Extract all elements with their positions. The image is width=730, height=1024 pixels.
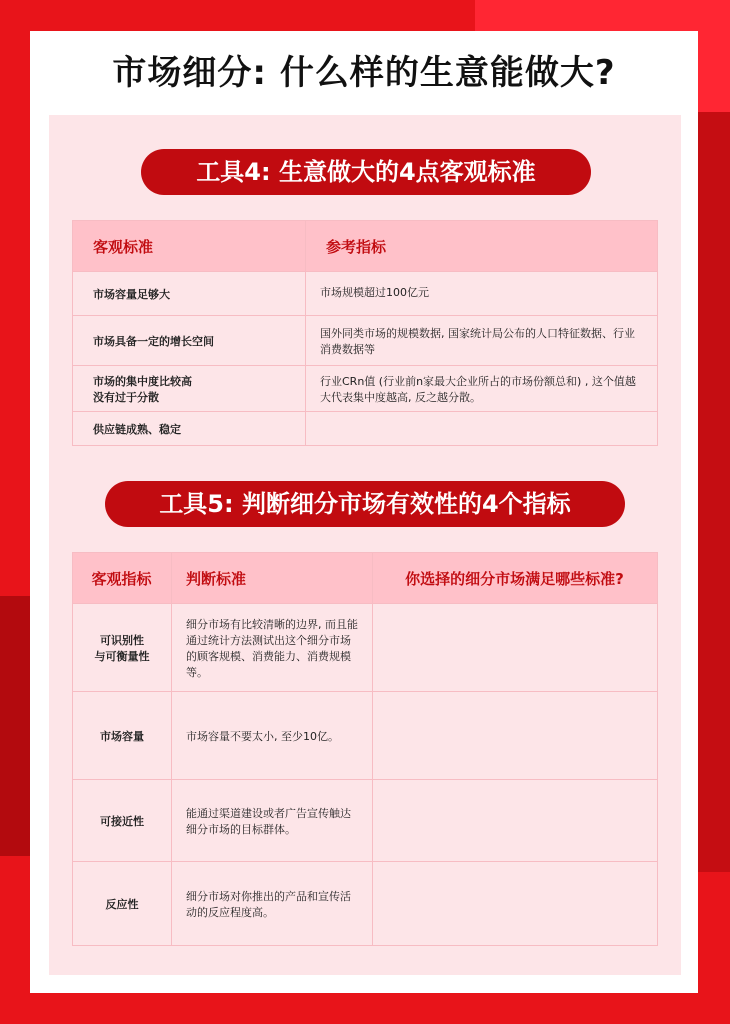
criterion-cell: 市场具备一定的增长空间 <box>73 316 306 366</box>
indicator-name-cell: 可接近性 <box>73 780 172 862</box>
indicator-name-cell: 反应性 <box>73 862 172 946</box>
criterion-cell: 供应链成熟、稳定 <box>73 412 306 446</box>
page-title: 市场细分: 什么样的生意能做大? <box>112 53 616 93</box>
criterion-cell: 市场容量不要太小, 至少10亿。 <box>172 692 373 780</box>
indicator-cell: 市场规模超过100亿元 <box>306 272 658 316</box>
criterion-cell: 市场的集中度比较高 没有过于分散 <box>73 366 306 412</box>
table-row <box>73 692 658 780</box>
header-cell: 判断标准 <box>172 553 373 604</box>
content-card <box>30 31 698 993</box>
table-row <box>73 780 658 862</box>
table-row <box>73 366 658 412</box>
tool4-table <box>72 220 658 446</box>
inner-panel <box>49 115 681 975</box>
header-cell: 客观指标 <box>73 553 172 604</box>
indicator-cell: 国外同类市场的规模数据, 国家统计局公布的人口特征数据、行业消费数据等 <box>306 316 658 366</box>
answer-cell[interactable] <box>373 604 658 692</box>
criterion-cell: 细分市场对你推出的产品和宣传活动的反应程度高。 <box>172 862 373 946</box>
table-row <box>73 316 658 366</box>
table-row <box>73 412 658 446</box>
criterion-cell: 能通过渠道建设或者广告宣传触达细分市场的目标群体。 <box>172 780 373 862</box>
criterion-cell: 细分市场有比较清晰的边界, 而且能通过统计方法测试出这个细分市场的顾客规模、消费能力、消费规模等。 <box>172 604 373 692</box>
answer-cell[interactable] <box>373 692 658 780</box>
table-header-row <box>73 221 658 272</box>
answer-cell[interactable] <box>373 780 658 862</box>
header-cell: 你选择的细分市场满足哪些标准? <box>373 553 658 604</box>
tool5-heading: 工具5: 判断细分市场有效性的4个指标 <box>105 481 625 527</box>
header-cell: 参考指标 <box>306 221 658 272</box>
indicator-cell <box>306 412 658 446</box>
answer-cell[interactable] <box>373 862 658 946</box>
tool5-table <box>72 552 658 946</box>
tool4-heading: 工具4: 生意做大的4点客观标准 <box>141 149 591 195</box>
table-row <box>73 604 658 692</box>
indicator-name-cell: 市场容量 <box>73 692 172 780</box>
indicator-name-cell: 可识别性 与可衡量性 <box>73 604 172 692</box>
table-header-row <box>73 553 658 604</box>
table-row <box>73 272 658 316</box>
header-cell: 客观标准 <box>73 221 306 272</box>
table-row <box>73 862 658 946</box>
indicator-cell: 行业CRn值 (行业前n家最大企业所占的市场份额总和) , 这个值越大代表集中度越高, 反之越分散。 <box>306 366 658 412</box>
criterion-cell: 市场容量足够大 <box>73 272 306 316</box>
